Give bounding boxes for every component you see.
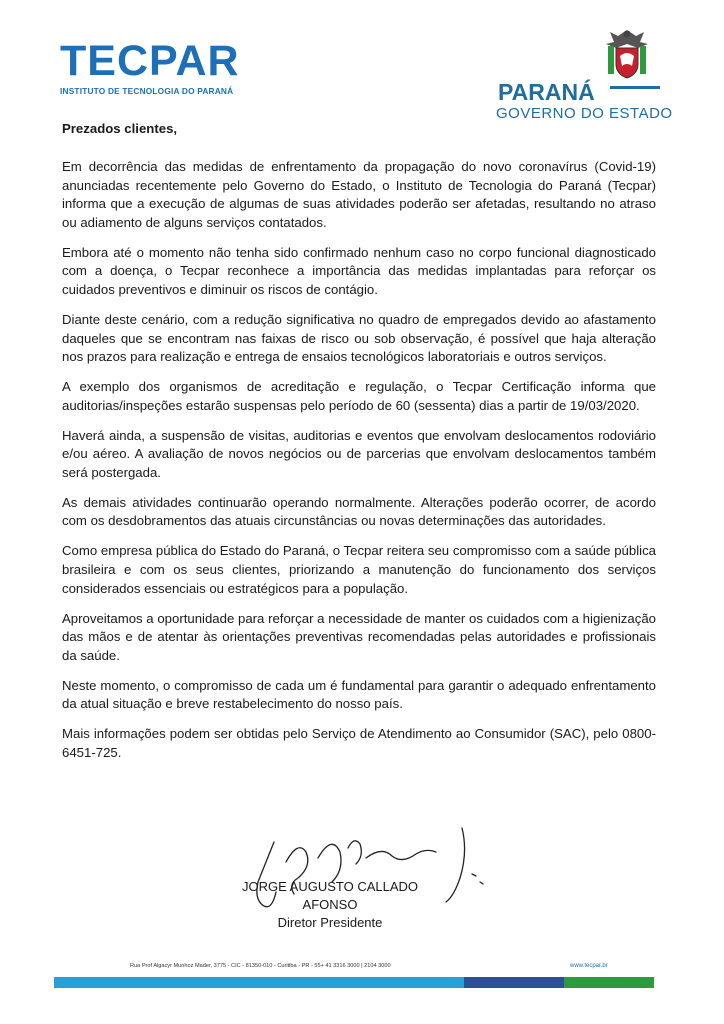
letter-paragraph: As demais atividades continuarão operando normalmente. Alterações poderão ocorrer, de acordo com os desdobramentos das atuais circunstâncias ou novas determinações das autoridades. xyxy=(62,494,656,529)
letter-paragraph: A exemplo dos organismos de acreditação e regulação, o Tecpar Certificação informa que auditorias/inspeções estarão suspensas pelo período de 60 (sessenta) dias a partir de 19/03/2020. xyxy=(62,379,656,413)
tecpar-wordmark: TECPAR xyxy=(60,37,240,85)
letter-paragraph: Embora até o momento não tenha sido confirmado nenhum caso no corpo funcional diagnosticado com a doença, o Tecpar reconhece a importância das medidas implantadas para reforçar os cuidados preventivos e diminuir os riscos de contágio. xyxy=(62,244,656,297)
letter-paragraph: Como empresa pública do Estado do Paraná, o Tecpar reitera seu compromisso com a saúde pública brasileira e com os seus clientes, priorizando a manutenção do funcionamento dos serviços considerados essenciais ou estratégicos para a população. xyxy=(62,543,656,596)
letter-paragraph: Diante deste cenário, com a redução significativa no quadro de empregados devido ao afastamento daqueles que se encontram nas faixas de risco ou sob observação, é possível que haja alteração nos prazos para realização e entrega de ensaios tecnológicos laboratoriais e outros serviços. xyxy=(62,311,656,365)
parana-rule xyxy=(610,86,660,89)
signer-name: JORGE AUGUSTO CALLADO AFONSO xyxy=(241,879,419,912)
tecpar-subtitle: INSTITUTO DE TECNOLOGIA DO PARANÁ xyxy=(60,86,234,96)
letter-paragraph: Mais informações podem ser obtidas pelo Serviço de Atendimento ao Consumidor (SAC), pelo 0800-6451-725. xyxy=(62,726,656,760)
parana-crest-icon xyxy=(604,26,650,80)
tecpar-logo xyxy=(60,37,240,100)
signer-title: Diretor Presidente xyxy=(277,915,383,930)
letter-body xyxy=(62,158,656,774)
footer-band-blue xyxy=(54,977,464,988)
parana-logo xyxy=(494,26,673,122)
footer-band-green xyxy=(564,977,654,988)
parana-name: PARANÁ xyxy=(498,79,595,105)
letter-paragraph: Em decorrência das medidas de enfrentamento da propagação do novo coronavírus (Covid-19) anunciadas recentemente pelo Governo do Estado, o Instituto de Tecnologia do Paraná (Tecpar) informa que a execução de algumas de suas atividades poderão ser afetadas, resultando no atraso ou adiamento de alguns serviços contatados. xyxy=(62,159,656,230)
footer-band-navy xyxy=(464,977,564,988)
letter-greeting: Prezados clientes, xyxy=(62,121,178,136)
letter-paragraph: Haverá ainda, a suspensão de visitas, auditorias e eventos que envolvam deslocamentos rodoviário e/ou aéreo. A avaliação de novos negócios ou de parcerias que envolvam deslocamentos também será postergada. xyxy=(62,427,656,480)
letter-paragraph: Aproveitamos a oportunidade para reforçar a necessidade de manter os cuidados com a higienização das mãos e de atentar às orientações preventivas recomendadas pelas autoridades e profissionais da saúde. xyxy=(62,610,656,663)
parana-subtitle: GOVERNO DO ESTADO xyxy=(496,105,673,122)
letter-paragraph: Neste momento, o compromisso de cada um é fundamental para garantir o adequado enfrentamento da atual situação e breve restabelecimento do nosso país. xyxy=(62,677,656,712)
signer-block xyxy=(220,878,440,932)
footer-color-band xyxy=(54,977,654,988)
footer-address: Rua Prof Algacyr Munhoz Mader, 3775 - CIC - 81350-010 - Curitiba - PR - 55+ 41 3316 3000 | 2104 3000 xyxy=(130,963,391,969)
footer-url: www.tecpar.br xyxy=(570,963,608,969)
